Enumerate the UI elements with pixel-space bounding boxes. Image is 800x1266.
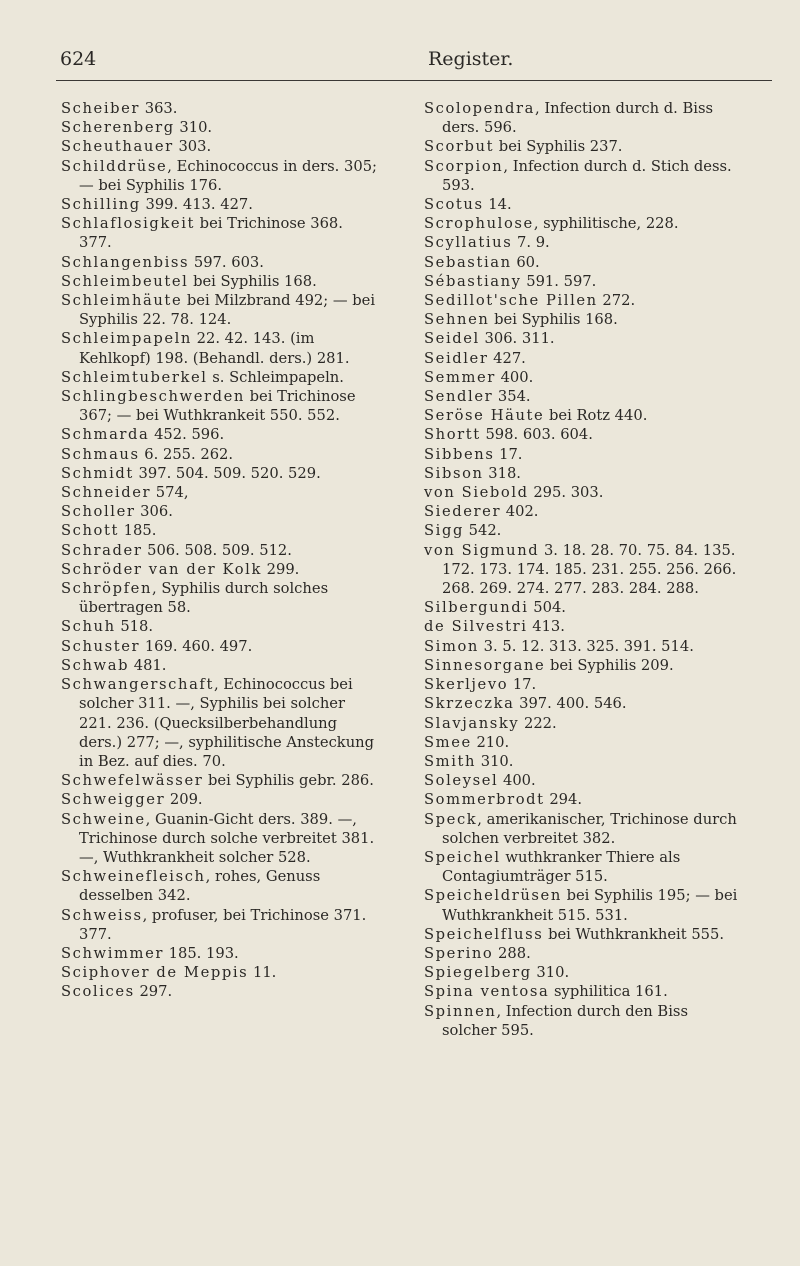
index-entry [61,541,379,560]
index-keyword: Skerljevo [424,676,509,694]
index-entry [61,521,379,540]
index-references: 399. 413. 427. [140,196,253,214]
index-entry [61,464,379,483]
index-references: 17. [494,445,523,463]
index-references: 310. [174,119,213,137]
index-references: 354. [493,388,531,406]
index-keyword: Sébastiany [424,272,522,290]
index-references: 22. 42. 143. (im Kehlkopf) 198. (Behandl. ders.) 281. [79,330,350,367]
index-entry [424,656,742,675]
index-references: 310. [476,752,514,770]
index-entry [424,99,742,137]
index-entry [424,617,742,636]
index-entry [61,675,379,771]
index-references: 60. [511,253,540,271]
index-keyword: Schilling [61,196,141,214]
index-references: 209. [165,791,203,809]
index-entry [424,790,742,809]
index-keyword: Scotus [424,196,484,214]
index-entry [424,214,742,233]
index-keyword: Sommerbrodt [424,791,545,809]
index-keyword: Schlangenbiss [61,253,190,271]
index-entry [61,445,379,464]
index-entry [424,521,742,540]
index-references: bei Syphilis 209. [545,656,674,674]
index-keyword: Schröder van der Kolk [61,560,262,578]
index-keyword: Slavjansky [424,714,520,732]
index-references: 169. 460. 497. [140,637,253,655]
index-references: , Guanin-Gicht ders. 389. —, Trichinose durch solche verbreitet 381. —, Wuthkrankheit solcher 528. [79,810,375,866]
index-keyword: Schlingbeschwerden [61,388,245,406]
index-entry [61,560,379,579]
index-keyword: Scrophulose [424,215,534,233]
index-keyword: Schleimpapeln [61,330,192,348]
index-references: 397. 400. 546. [514,695,627,713]
index-references: , Infection durch d. Stich dess. 593. [442,157,732,194]
index-keyword: Sibbens [424,445,495,463]
index-keyword: Siederer [424,503,502,521]
index-references: 591. 597. [521,272,597,290]
index-references: 597. 603. [189,253,264,271]
index-entry [61,656,379,675]
index-keyword: Schuster [61,637,141,655]
index-references: 518. [115,618,154,636]
index-keyword: Schlaflosigkeit [61,215,196,233]
index-keyword: Schilddrüse [61,157,168,175]
index-entry [61,195,379,214]
index-references: 185. [119,522,157,540]
index-keyword: Schweigger [61,791,166,809]
index-keyword: Scorpion [424,157,504,175]
index-references: 288. [493,944,531,962]
index-entry [61,637,379,656]
index-references: 506. 508. 509. 512. [142,541,292,559]
index-entry [424,637,742,656]
index-entry [424,464,742,483]
index-entry [424,694,742,713]
index-references: 400. [495,368,534,386]
index-entry [424,848,742,886]
index-references: bei Syphilis gebr. 286. [203,772,374,790]
index-entry [424,925,742,944]
index-entry [424,675,742,694]
index-references: 310. [531,964,570,982]
index-references: bei Wuthkrankheit 555. [543,925,725,943]
index-keyword: Sigg [424,522,464,540]
index-entry [61,329,379,367]
index-entry [61,118,379,137]
index-keyword: Skrzeczka [424,695,515,713]
index-references: bei Syphilis 195; — bei Wuthkrankheit 515. 531. [442,887,738,924]
index-keyword: Schweine [61,810,146,828]
index-entry [424,982,742,1001]
page-number: 624 [60,48,97,70]
index-keyword: Silbergundi [424,599,529,617]
index-keyword: Scheuthauer [61,138,174,156]
index-entry [61,963,379,982]
index-keyword: von Sigmund [424,541,540,559]
index-entry [61,99,379,118]
index-references: 3. 18. 28. 70. 75. 84. 135. 172. 173. 174. 185. 231. 255. 256. 266. 268. 269. 274. 277. 283. 284. 288. [442,541,737,598]
index-references: 318. [483,464,521,482]
index-keyword: Speicheldrüsen [424,887,562,905]
index-keyword: Sperino [424,944,494,962]
index-entry [61,906,379,944]
index-keyword: Seröse Häute [424,407,545,425]
index-entry [61,214,379,252]
index-entry [424,714,742,733]
index-references: 297. [134,983,173,1001]
index-keyword: Sibson [424,464,484,482]
index-references: , syphilitische, 228. [533,215,679,233]
index-entry [424,387,742,406]
index-keyword: Schwab [61,656,130,674]
index-references: bei Syphilis 237. [494,138,623,156]
index-references: 303. [173,138,212,156]
index-keyword: Sehnen [424,311,490,329]
index-entry [424,291,742,310]
index-references: , profuser, bei Trichinose 371. 377. [79,906,367,943]
index-keyword: Smith [424,752,477,770]
index-references: 400. [498,772,536,790]
index-references: 306. 311. [479,330,555,348]
index-references: bei Syphilis 168. [188,272,317,290]
index-references: 306. [135,503,173,521]
index-references: 3. 5. 12. 313. 325. 391. 514. [479,637,694,655]
index-references: 299. [261,560,300,578]
index-keyword: Scolopendra [424,100,536,117]
index-entry [424,310,742,329]
index-references: 427. [488,349,526,367]
index-entry [424,253,742,272]
index-references: 413. [527,618,565,636]
index-entry [424,733,742,752]
index-references: 295. 303. [528,484,604,502]
index-references: 210. [471,733,510,751]
index-references: , amerikanischer, Trichinose durch solchen verbreitet 382. [442,810,737,847]
index-keyword: Schleimtuberkel [61,368,208,386]
index-keyword: Sciphover de Meppis [61,964,249,982]
index-keyword: von Siebold [424,484,529,502]
index-keyword: Schott [61,522,119,540]
index-entry [424,137,742,156]
index-entry [61,368,379,387]
index-keyword: Spina ventosa [424,983,550,1001]
index-keyword: Schweinefleisch [61,868,206,886]
index-entry [61,272,379,291]
index-entry [61,157,379,195]
index-keyword: Semmer [424,368,496,386]
left-column [61,99,379,1002]
index-keyword: Schmarda [61,426,150,444]
index-references: 222. [519,714,557,732]
index-entry [424,368,742,387]
index-keyword: Speck [424,810,478,828]
index-entry [61,291,379,329]
index-keyword: Scholler [61,503,136,521]
index-references: bei Trichinose 368. 377. [79,215,343,252]
index-references: bei Milzbrand 492; — bei Syphilis 22. 78. 124. [79,292,376,329]
index-entry [424,349,742,368]
index-references: 504. [528,599,566,617]
index-keyword: Schneider [61,484,152,502]
index-entry [61,137,379,156]
index-references: 481. [129,656,167,674]
index-references: 185. 193. [163,944,239,962]
index-references: , Syphilis durch solches übertragen 58. [79,580,329,617]
index-references: , Infection durch den Biss solcher 595. [442,1002,688,1039]
index-keyword: Scheiber [61,100,141,117]
index-entry [61,982,379,1001]
index-entry [424,233,742,252]
index-entry [61,387,379,425]
index-keyword: Speichel [424,848,501,866]
index-entry [424,1002,742,1040]
index-keyword: Schrader [61,541,143,559]
index-keyword: Sinnesorgane [424,656,546,674]
index-keyword: Schmaus [61,445,140,463]
index-references: , Echinococcus bei solcher 311. —, Syphilis bei solcher 221. 236. (Quecksilberbehandlung ders.) 277; —, syphilitische Ansteckung in Bez. auf dies. 70. [79,676,375,770]
index-entry [424,425,742,444]
index-keyword: Schwefelwässer [61,772,204,790]
index-keyword: Scorbut [424,138,495,156]
index-entry [61,483,379,502]
index-keyword: Shortt [424,426,481,444]
index-references: 363. [140,100,178,117]
index-entry [424,944,742,963]
index-references: , Infection durch d. Biss ders. 596. [442,100,714,137]
index-entry [61,253,379,272]
page-header [60,48,760,80]
index-references: 7. 9. [512,234,550,252]
index-keyword: Sendler [424,388,494,406]
right-column [424,99,742,1040]
index-keyword: Smee [424,733,472,751]
index-references: 598. 603. 604. [480,426,593,444]
index-keyword: Schuh [61,618,116,636]
index-references: 14. [483,196,512,214]
index-entry [424,483,742,502]
index-references: , Echinococcus in ders. 305; — bei Syphilis 176. [79,157,377,194]
index-keyword: Schwangerschaft [61,676,214,694]
index-keyword: Spinnen [424,1002,497,1020]
index-keyword: Seidler [424,349,489,367]
index-entry [61,867,379,905]
index-keyword: Seidel [424,330,480,348]
index-keyword: Schleimbeutel [61,272,189,290]
index-references: bei Syphilis 168. [489,311,618,329]
index-keyword: Simon [424,637,479,655]
index-entry [424,771,742,790]
index-entry [424,810,742,848]
index-references: 272. [597,292,636,310]
index-entry [61,502,379,521]
index-entry [424,406,742,425]
index-entry [61,810,379,868]
index-references: 574, [151,484,189,502]
index-entry [61,579,379,617]
index-keyword: Sedillot'sche Pillen [424,292,598,310]
index-references: 294. [544,791,583,809]
index-keyword: Spiegelberg [424,964,532,982]
index-references: s. Schleimpapeln. [207,368,344,386]
index-entry [424,886,742,924]
index-keyword: Soleysel [424,772,499,790]
index-keyword: Schleimhäute [61,292,183,310]
index-keyword: Scyllatius [424,234,513,252]
index-keyword: Speichelfluss [424,925,544,943]
index-entry [61,790,379,809]
index-references: bei Trichinose 367; — bei Wuthkrankeit 550. 552. [79,388,356,425]
index-entry [424,752,742,771]
index-entry [424,157,742,195]
index-references: wuthkranker Thiere als Contagiumträger 515. [442,848,681,886]
index-keyword: Scherenberg [61,119,175,137]
index-entry [424,963,742,982]
index-references: 6. 255. 262. [139,445,234,463]
index-entry [61,425,379,444]
index-keyword: Schwimmer [61,944,164,962]
header-rule [56,80,772,81]
index-entry [424,445,742,464]
index-entry [424,272,742,291]
index-keyword: de Silvestri [424,618,528,636]
index-keyword: Schmidt [61,464,134,482]
index-entry [61,771,379,790]
index-references: 452. 596. [149,426,225,444]
index-entry [424,329,742,348]
index-references: 17. [508,676,537,694]
index-references: 402. [501,503,539,521]
index-entry [61,944,379,963]
index-keyword: Scolices [61,983,135,1001]
index-entry [424,502,742,521]
index-entry [424,598,742,617]
index-keyword: Sebastian [424,253,512,271]
index-references: , rohes, Genuss desselben 342. [79,868,321,905]
index-entry [424,541,742,599]
index-references: 542. [463,522,502,540]
index-references: 397. 504. 509. 520. 529. [133,464,321,482]
running-title: Register. [428,48,514,70]
index-references: bei Rotz 440. [544,407,648,425]
index-entry [61,617,379,636]
index-keyword: Schröpfen [61,580,153,598]
index-references: 11. [248,964,277,982]
index-keyword: Schweiss [61,906,143,924]
index-entry [424,195,742,214]
index-references: syphilitica 161. [549,983,668,1001]
